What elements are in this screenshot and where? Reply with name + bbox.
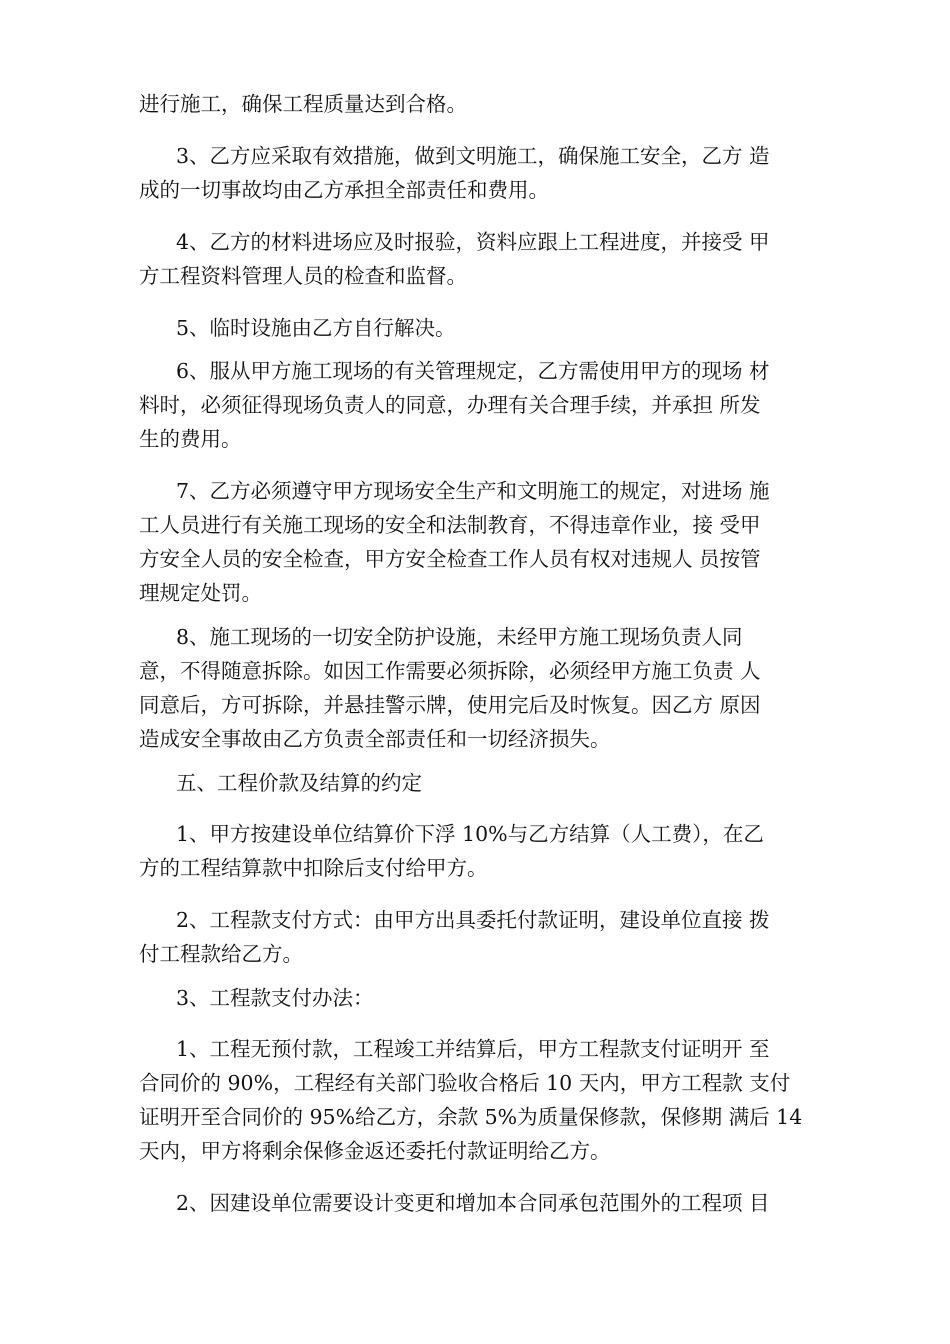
text-line: 工人员进行有关施工现场的安全和法制教育，不得违章作业，接 受甲 [139, 513, 761, 537]
text-line: 2、因建设单位需要设计变更和增加本合同承包范围外的工程项 目 [176, 1191, 770, 1215]
text-line: 1、甲方按建设单位结算价下浮 10%与乙方结算（人工费），在乙 [176, 822, 764, 846]
text-line: 方工程资料管理人员的检查和监督。 [139, 264, 467, 288]
text-line: 3、工程款支付办法： [176, 986, 374, 1010]
text-line: 7、乙方必须遵守甲方现场安全生产和文明施工的规定，对进场 施 [176, 479, 770, 503]
text-line: 5、临时设施由乙方自行解决。 [176, 316, 456, 340]
text-line: 同意后，方可拆除，并悬挂警示牌，使用完后及时恢复。因乙方 原因 [139, 693, 761, 717]
text-line: 证明开至合同价的 95%给乙方，余款 5%为质量保修款，保修期 满后 14 [139, 1105, 803, 1129]
text-line: 1、工程无预付款，工程竣工并结算后，甲方工程款支付证明开 至 [176, 1037, 770, 1061]
text-line: 天内，甲方将剩余保修金返还委托付款证明给乙方。 [139, 1139, 611, 1163]
text-line: 方安全人员的安全检查，甲方安全检查工作人员有权对违规人 员按管 [139, 547, 761, 571]
text-line: 成的一切事故均由乙方承担全部责任和费用。 [139, 178, 549, 202]
text-line: 6、服从甲方施工现场的有关管理规定，乙方需使用甲方的现场 材 [176, 359, 770, 383]
text-line: 付工程款给乙方。 [139, 942, 303, 966]
section-heading: 五、工程价款及结算的约定 [176, 771, 422, 795]
text-line: 造成安全事故由乙方负责全部责任和一切经济损失。 [139, 727, 611, 751]
text-line: 8、施工现场的一切安全防护设施，未经甲方施工现场负责人同 [176, 625, 743, 649]
text-line: 生的费用。 [139, 427, 242, 451]
text-line: 4、乙方的材料进场应及时报验，资料应跟上工程进度，并接受 甲 [176, 230, 770, 254]
text-line: 理规定处罚。 [139, 581, 262, 605]
text-line: 料时，必须征得现场负责人的同意，办理有关合理手续，并承担 所发 [139, 393, 761, 417]
text-line: 3、乙方应采取有效措施，做到文明施工，确保施工安全，乙方 造 [176, 144, 770, 168]
text-line: 2、工程款支付方式：由甲方出具委托付款证明，建设单位直接 拨 [176, 908, 770, 932]
text-line: 进行施工，确保工程质量达到合格。 [139, 92, 467, 116]
text-line: 合同价的 90%，工程经有关部门验收合格后 10 天内，甲方工程款 支付 [139, 1071, 791, 1095]
text-line: 方的工程结算款中扣除后支付给甲方。 [139, 856, 488, 880]
text-line: 意，不得随意拆除。如因工作需要必须拆除，必须经甲方施工负责 人 [139, 659, 761, 683]
